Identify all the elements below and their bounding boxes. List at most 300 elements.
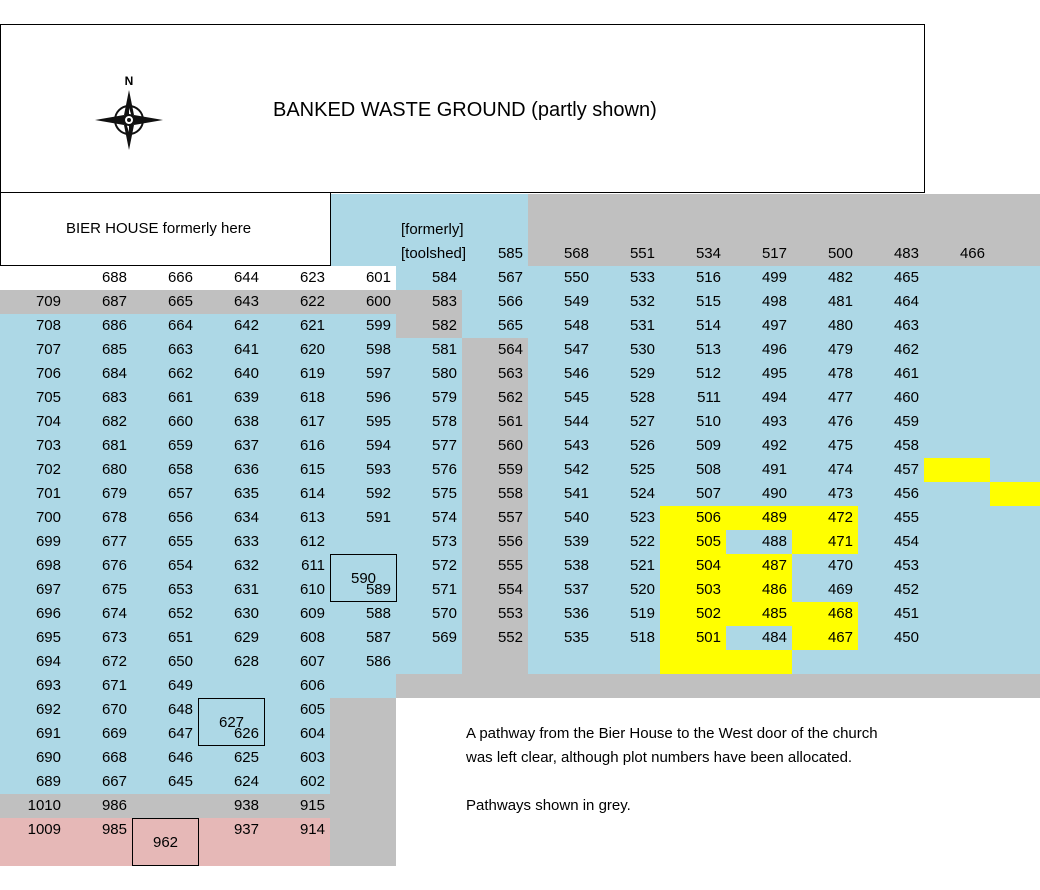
grid-cell [990,362,1040,386]
pathway-cell [726,674,792,698]
plot-510: 510 [660,410,726,434]
plot-656: 656 [132,506,198,530]
plot-468: 468 [792,602,858,626]
plot-575: 575 [396,482,462,506]
pathway-cell [528,674,594,698]
plot-581: 581 [396,338,462,362]
plot-495: 495 [726,362,792,386]
plot-937: 937 [198,818,264,842]
plot-610: 610 [264,578,330,602]
plot-574: 574 [396,506,462,530]
plot-642: 642 [198,314,264,338]
plot-463: 463 [858,314,924,338]
plot-509: 509 [660,434,726,458]
grid-cell [924,314,990,338]
plot-693: 693 [0,674,66,698]
plot-645: 645 [132,770,198,794]
plot-640: 640 [198,362,264,386]
plot-544: 544 [528,410,594,434]
plot-488: 488 [726,530,792,554]
plot-602: 602 [264,770,330,794]
plot-626: 626 [198,722,264,746]
plot-663: 663 [132,338,198,362]
plot-594: 594 [330,434,396,458]
grid-cell [924,506,990,530]
plot-669: 669 [66,722,132,746]
plot-459: 459 [858,410,924,434]
plot-630: 630 [198,602,264,626]
plot-631: 631 [198,578,264,602]
plot-489: 489 [726,506,792,530]
pathway-cell [990,194,1040,218]
grid-cell [462,194,528,218]
plot-674: 674 [66,602,132,626]
pathway-cell [858,194,924,218]
plot-601: 601 [365,269,391,286]
pathway-cell [396,674,462,698]
pathway-cell [330,746,396,770]
grid-cell [66,842,132,866]
plot-684: 684 [66,362,132,386]
grid-cell [990,410,1040,434]
plot-985: 985 [66,818,132,842]
plot-646: 646 [132,746,198,770]
plot-660: 660 [132,410,198,434]
plot-537: 537 [528,578,594,602]
plot-914: 914 [264,818,330,842]
plot-487: 487 [726,554,792,578]
plot-643: 643 [198,290,264,314]
grid-cell [924,386,990,410]
grid-cell [726,650,792,674]
plot-477: 477 [792,386,858,410]
plot-637: 637 [198,434,264,458]
plot-561: 561 [462,410,528,434]
pathway-cell [132,794,198,818]
plot-596: 596 [330,386,396,410]
plot-559: 559 [462,458,528,482]
plot-466: 466 [924,242,990,266]
plot-700: 700 [0,506,66,530]
grid-cell [990,290,1040,314]
plot-696: 696 [0,602,66,626]
grid-cell [990,554,1040,578]
plot-555: 555 [462,554,528,578]
pathway-cell [462,650,528,674]
grid-cell [924,362,990,386]
plot-490: 490 [726,482,792,506]
grid-cell [990,266,1040,290]
plot-609: 609 [264,602,330,626]
plot-471: 471 [792,530,858,554]
grid-cell [924,434,990,458]
plot-578: 578 [396,410,462,434]
plot-650: 650 [132,650,198,674]
plot-649: 649 [132,674,198,698]
plot-454: 454 [858,530,924,554]
plot-536: 536 [528,602,594,626]
pathway-cell [528,194,594,218]
plot-620: 620 [264,338,330,362]
plot-623: 623 [299,269,325,286]
plot-599: 599 [330,314,396,338]
plot-654: 654 [132,554,198,578]
plot-525: 525 [594,458,660,482]
grid-cell [924,410,990,434]
plot-583: 583 [396,290,462,314]
plot-681: 681 [66,434,132,458]
plot-613: 613 [264,506,330,530]
plot-668: 668 [66,746,132,770]
plot-512: 512 [660,362,726,386]
plot-580: 580 [396,362,462,386]
grid-cell [660,650,726,674]
plot-665: 665 [132,290,198,314]
grid-cell [924,602,990,626]
plot-498: 498 [726,290,792,314]
plot-479: 479 [792,338,858,362]
plot-634: 634 [198,506,264,530]
grid-cell [924,554,990,578]
plot-691: 691 [0,722,66,746]
plot-627: 627 [198,698,265,746]
grid-cell [924,578,990,602]
plot-614: 614 [264,482,330,506]
pathway-cell [924,194,990,218]
pathways-grey-note: Pathways shown in grey. [466,797,631,814]
plot-518: 518 [594,626,660,650]
pathway-cell [924,674,990,698]
plot-563: 563 [462,362,528,386]
plot-552: 552 [462,626,528,650]
plot-653: 653 [132,578,198,602]
plot-705: 705 [0,386,66,410]
plot-556: 556 [462,530,528,554]
pathway-cell [330,794,396,818]
plot-595: 595 [330,410,396,434]
grid-cell [330,194,396,218]
plot-455: 455 [858,506,924,530]
plot-484: 484 [726,626,792,650]
plot-689: 689 [0,770,66,794]
grid-cell [528,650,594,674]
plot-500: 500 [792,242,858,266]
grid-cell [0,842,66,866]
plot-530: 530 [594,338,660,362]
plot-572: 572 [396,554,462,578]
pathway-cell [792,194,858,218]
plot-622: 622 [264,290,330,314]
plot-535: 535 [528,626,594,650]
plot-562: 562 [462,386,528,410]
plot-473: 473 [792,482,858,506]
plot-683: 683 [66,386,132,410]
plot-548: 548 [528,314,594,338]
plot-962: 962 [132,818,199,866]
plot-657: 657 [132,482,198,506]
plot-573: 573 [396,530,462,554]
plot-506: 506 [660,506,726,530]
pathway-cell [330,818,396,842]
toolshed-label-line1: [formerly] [401,221,464,238]
plot-511: 511 [660,386,726,410]
plot-606: 606 [264,674,330,698]
plot-499: 499 [726,266,792,290]
pathway-cell [924,218,990,242]
grid-cell [990,578,1040,602]
plot-986: 986 [66,794,132,818]
plot-520: 520 [594,578,660,602]
plot-636: 636 [198,458,264,482]
plot-694: 694 [0,650,66,674]
plot-569: 569 [396,626,462,650]
plot-647: 647 [132,722,198,746]
plot-675: 675 [66,578,132,602]
plot-554: 554 [462,578,528,602]
plot-579: 579 [396,386,462,410]
plot-450: 450 [858,626,924,650]
plot-504: 504 [660,554,726,578]
plot-590: 590 [330,554,397,602]
pathway-cell [990,674,1040,698]
plot-615: 615 [264,458,330,482]
plot-605: 605 [264,698,330,722]
plot-576: 576 [396,458,462,482]
plot-539: 539 [528,530,594,554]
plot-474: 474 [792,458,858,482]
grid-cell [330,218,396,242]
plot-584: 584 [396,266,462,290]
plot-496: 496 [726,338,792,362]
plot-456: 456 [858,482,924,506]
plot-644: 644 [233,269,259,286]
plot-558: 558 [462,482,528,506]
plot-706: 706 [0,362,66,386]
plot-625: 625 [198,746,264,770]
plot-648: 648 [132,698,198,722]
plot-699: 699 [0,530,66,554]
pathway-cell [330,842,396,866]
plot-497: 497 [726,314,792,338]
plot-547: 547 [528,338,594,362]
plot-527: 527 [594,410,660,434]
grid-cell [924,482,990,506]
plot-704: 704 [0,410,66,434]
plot-524: 524 [594,482,660,506]
pathway-cell [660,674,726,698]
plot-546: 546 [528,362,594,386]
plot-508: 508 [660,458,726,482]
plot-545: 545 [528,386,594,410]
plot-690: 690 [0,746,66,770]
plot-553: 553 [462,602,528,626]
plot-608: 608 [264,626,330,650]
grid-cell [924,338,990,362]
toolshed-label-line2: [toolshed] [401,245,467,262]
plot-671: 671 [66,674,132,698]
grid-cell [198,842,264,866]
plot-632: 632 [198,554,264,578]
plot-542: 542 [528,458,594,482]
pathway-cell [990,218,1040,242]
plot-519: 519 [594,602,660,626]
plot-680: 680 [66,458,132,482]
pathway-cell [660,194,726,218]
plot-587: 587 [330,626,396,650]
plot-507: 507 [660,482,726,506]
plot-526: 526 [594,434,660,458]
plot-451: 451 [858,602,924,626]
plot-635: 635 [198,482,264,506]
plot-571: 571 [396,578,462,602]
pathway-cell [726,218,792,242]
plot-688: 688 [101,269,127,286]
plot-462: 462 [858,338,924,362]
grid-cell [924,530,990,554]
plot-502: 502 [660,602,726,626]
plot-570: 570 [396,602,462,626]
plot-541: 541 [528,482,594,506]
plot-486: 486 [726,578,792,602]
plot-709: 709 [0,290,66,314]
plot-492: 492 [726,434,792,458]
plot-494: 494 [726,386,792,410]
plot-568: 568 [528,242,594,266]
pathway-cell [990,242,1040,266]
plot-597: 597 [330,362,396,386]
plot-482: 482 [792,266,858,290]
plot-667: 667 [66,770,132,794]
plot-701: 701 [0,482,66,506]
grid-cell [924,266,990,290]
plot-485: 485 [726,602,792,626]
plot-604: 604 [264,722,330,746]
plot-531: 531 [594,314,660,338]
plot-565: 565 [462,314,528,338]
plot-532: 532 [594,290,660,314]
plot-505: 505 [660,530,726,554]
plot-685: 685 [66,338,132,362]
plot-938: 938 [198,794,264,818]
plot-465: 465 [858,266,924,290]
plot-652: 652 [132,602,198,626]
plot-1010: 1010 [0,794,66,818]
plot-523: 523 [594,506,660,530]
plot-503: 503 [660,578,726,602]
plot-516: 516 [660,266,726,290]
plot-475: 475 [792,434,858,458]
plot-655: 655 [132,530,198,554]
plot-551: 551 [594,242,660,266]
plot-481: 481 [792,290,858,314]
pathway-cell [330,698,396,722]
plot-651: 651 [132,626,198,650]
pathway-note-line1: A pathway from the Bier House to the West door of the church [466,725,878,742]
plot-538: 538 [528,554,594,578]
grid-cell [990,338,1040,362]
plot-540: 540 [528,506,594,530]
plot-676: 676 [66,554,132,578]
plot-658: 658 [132,458,198,482]
plot-915: 915 [264,794,330,818]
grid-cell [330,242,396,266]
plot-534: 534 [660,242,726,266]
plot-593: 593 [330,458,396,482]
pathway-cell [792,674,858,698]
pathway-cell [858,218,924,242]
pathway-cell [594,674,660,698]
plot-612: 612 [264,530,330,554]
plot-707: 707 [0,338,66,362]
plot-687: 687 [66,290,132,314]
grid-cell [264,842,330,866]
grid-cell [990,458,1040,482]
plot-672: 672 [66,650,132,674]
pathway-cell [726,194,792,218]
plot-491: 491 [726,458,792,482]
plot-638: 638 [198,410,264,434]
grid-cell [792,650,858,674]
compass-north-label: N [124,74,134,88]
plot-453: 453 [858,554,924,578]
pathway-cell [858,674,924,698]
grid-cell [924,650,990,674]
plot-588: 588 [330,602,396,626]
plot-619: 619 [264,362,330,386]
plot-662: 662 [132,362,198,386]
plot-493: 493 [726,410,792,434]
plot-611: 611 [264,554,330,578]
plot-550: 550 [528,266,594,290]
plot-515: 515 [660,290,726,314]
plot-666: 666 [167,269,193,286]
plot-513: 513 [660,338,726,362]
page-title: BANKED WASTE GROUND (partly shown) [273,99,657,121]
pathway-cell [330,722,396,746]
plot-533: 533 [594,266,660,290]
grid-cell [990,482,1040,506]
plot-478: 478 [792,362,858,386]
plot-467: 467 [792,626,858,650]
pathway-cell [792,218,858,242]
plot-698: 698 [0,554,66,578]
plot-702: 702 [0,458,66,482]
grid-cell [330,674,396,698]
plot-560: 560 [462,434,528,458]
grid-cell [924,458,990,482]
plot-591: 591 [330,506,396,530]
plot-598: 598 [330,338,396,362]
plot-566: 566 [462,290,528,314]
plot-501: 501 [660,626,726,650]
pathway-cell [330,770,396,794]
grid-cell [990,650,1040,674]
plot-624: 624 [198,770,264,794]
grid-cell [396,194,462,218]
pathway-note-line2: was left clear, although plot numbers have been allocated. [466,749,853,766]
plot-673: 673 [66,626,132,650]
grid-cell [924,626,990,650]
plot-661: 661 [132,386,198,410]
grid-cell [990,314,1040,338]
plot-582: 582 [396,314,462,338]
plot-600: 600 [330,290,396,314]
plot-557: 557 [462,506,528,530]
grid-cell [990,602,1040,626]
plot-629: 629 [198,626,264,650]
grid-cell [594,650,660,674]
pathway-cell [660,218,726,242]
